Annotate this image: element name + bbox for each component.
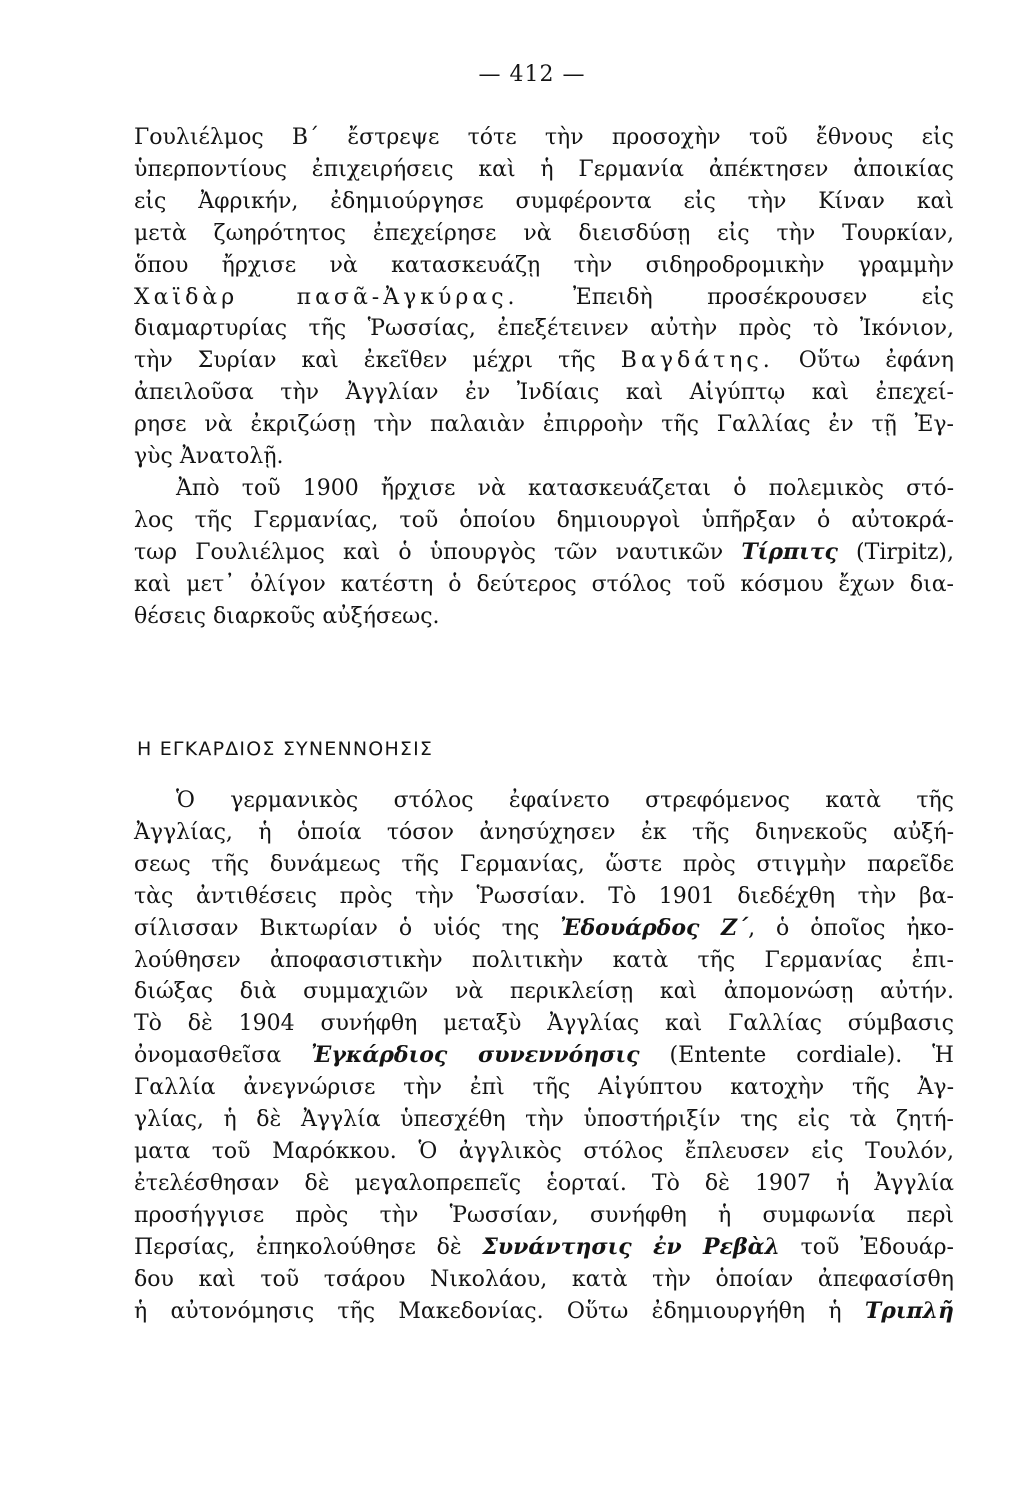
text-line: ματα τοῦ Μαρόκκου. Ὁ ἀγγλικὸς στόλος ἔπλευσεν εἰς Τουλόν, <box>134 1138 954 1164</box>
paragraph-2-end <box>134 601 954 633</box>
text-line: θέσεις διαρκοῦς αὐξήσεως. <box>134 603 440 629</box>
paragraph-1-end <box>134 441 954 473</box>
text-line: διαμαρτυρίας τῆς Ῥωσσίας, ἐπεξέτεινεν αὐτὴν πρὸς τὸ Ἰκόνιον, <box>134 316 954 342</box>
bold-italic-term: Τίρπιτς <box>741 538 838 565</box>
text-line: γὺς Ἀνατολῇ. <box>134 444 284 470</box>
text-line <box>134 1232 954 1264</box>
text-line: εἰς Ἀφρικήν, ἐδημιούργησε συμφέροντα εἰς τὴν Κίναν καὶ <box>134 188 954 214</box>
text-run: , ὁ ὁποῖος ἠκο- <box>748 915 955 941</box>
text-run: τωρ Γουλιέλμος καὶ ὁ ὑπουργὸς τῶν ναυτικῶν <box>134 539 742 565</box>
text-line <box>134 282 954 314</box>
paragraph-1 <box>134 122 954 441</box>
bold-italic-term: Τριπλῆ <box>864 1297 954 1324</box>
text-run: τὴν Συρίαν καὶ ἐκεῖθεν μέχρι τῆς <box>134 348 621 374</box>
text-line: καὶ μετ᾽ ὀλίγον κατέστη ὁ δεύτερος στόλος τοῦ κόσμου ἔχων δια- <box>134 571 954 597</box>
text-run: Οὕτω ἐφάνη <box>773 348 954 374</box>
spaced-phrase: Βαγδάτης. <box>620 348 774 374</box>
text-line: ἐτελέσθησαν δὲ μεγαλοπρεπεῖς ἑορταί. Τὸ δὲ 1907 ἡ Ἀγγλία <box>134 1170 954 1196</box>
body-text-top <box>134 122 954 633</box>
paragraph-2-body <box>134 505 954 601</box>
text-line: τὰς ἀντιθέσεις πρὸς τὴν Ῥωσσίαν. Τὸ 1901 διεδέχθη τὴν βα- <box>134 883 954 909</box>
text-line: σεως τῆς δυνάμεως τῆς Γερμανίας, ὥστε πρὸς στιγμὴν παρεῖδε <box>134 851 954 877</box>
paragraph-3-start <box>134 785 954 817</box>
text-line: Ὁ γερμανικὸς στόλος ἐφαίνετο στρεφόμενος κατὰ τῆς <box>176 788 954 813</box>
text-line <box>134 1040 954 1072</box>
page-number: — 412 — <box>478 62 586 87</box>
bold-italic-term: Συνάντησις ἐν Ρεβὰλ <box>482 1233 780 1260</box>
text-run: Ἐπειδὴ προσέκρουσεν εἰς <box>518 284 954 310</box>
text-run: τοῦ Ἐδουάρ- <box>779 1234 954 1260</box>
text-line <box>134 1296 954 1328</box>
text-line: Ἀπὸ τοῦ 1900 ἤρχισε νὰ κατασκευάζεται ὁ πολεμικὸς στό- <box>176 475 954 501</box>
text-run: (Tirpitz), <box>837 539 954 565</box>
body-text-bottom <box>134 785 954 1327</box>
text-line: προσήγγισε πρὸς τὴν Ῥωσσίαν, συνήφθη ἡ συμφωνία περὶ <box>134 1202 954 1228</box>
text-run: σίλισσαν Βικτωρίαν ὁ υἱός της <box>134 915 561 941</box>
text-line: διώξας διὰ συμμαχιῶν νὰ περικλείσῃ καὶ ἀπομονώσῃ αὐτήν. <box>134 979 954 1005</box>
text-line: Γαλλία ἀνεγνώρισε τὴν ἐπὶ τῆς Αἰγύπτου κατοχὴν τῆς Ἀγ- <box>134 1075 954 1101</box>
paragraph-2 <box>134 473 954 505</box>
text-line: ὅπου ἤρχισε νὰ κατασκευάζῃ τὴν σιδηροδρομικὴν γραμμὴν <box>134 252 954 278</box>
text-line: δου καὶ τοῦ τσάρου Νικολάου, κατὰ τὴν ὁποίαν ἀπεφασίσθη <box>134 1266 954 1292</box>
text-line <box>134 913 954 945</box>
bold-italic-term: Ἐδουάρδος Ζ΄ <box>560 914 749 941</box>
bold-italic-term: Ἐγκάρδιος συνεννόησις <box>311 1042 640 1069</box>
text-line: ρησε νὰ ἐκριζώσῃ τὴν παλαιὰν ἐπιρροὴν τῆς Γαλλίας ἐν τῇ Ἐγ- <box>134 412 954 438</box>
text-line: Τὸ δὲ 1904 συνήφθη μεταξὺ Ἀγγλίας καὶ Γαλλίας σύμβασις <box>134 1011 954 1037</box>
text-run: ἡ αὐτονόμησις τῆς Μακεδονίας. Οὕτω ἐδημιουργήθη ἡ <box>134 1298 865 1324</box>
text-line <box>134 345 954 377</box>
text-run: (Entente cordiale). Ἡ <box>639 1043 955 1069</box>
text-line: Ἀγγλίας, ἡ ὁποία τόσον ἀνησύχησεν ἐκ τῆς διηνεκοῦς αὐξή- <box>134 819 954 845</box>
spaced-phrase: Χαϊδὰρ πασᾶ-Ἀγκύρας. <box>134 284 519 310</box>
text-line: μετὰ ζωηρότητος ἐπεχείρησε νὰ διεισδύσῃ εἰς τὴν Τουρκίαν, <box>134 220 954 246</box>
text-line: λος τῆς Γερμανίας, τοῦ ὁποίου δημιουργοὶ ὑπῆρξαν ὁ αὐτοκρά- <box>134 507 954 533</box>
text-line <box>134 537 954 569</box>
text-line: ἀπειλοῦσα τὴν Ἀγγλίαν ἐν Ἰνδίαις καὶ Αἰγύπτῳ καὶ ἐπεχεί- <box>134 380 954 406</box>
text-run: ὀνομασθεῖσα <box>134 1043 312 1069</box>
paragraph-3 <box>134 817 954 1328</box>
text-run: Περσίας, ἐπηκολούθησε δὲ <box>134 1234 483 1260</box>
text-line: Γουλιέλμος Β΄ ἔστρεψε τότε τὴν προσοχὴν τοῦ ἔθνους εἰς <box>134 125 954 150</box>
text-line: ὑπερποντίους ἐπιχειρήσεις καὶ ἡ Γερμανία ἀπέκτησεν ἀποικίας <box>134 156 954 182</box>
section-heading: Η ΕΓΚΑΡΔΙΟΣ ΣΥΝΕΝΝΟΗΣΙΣ <box>137 738 434 760</box>
text-line: γλίας, ἡ δὲ Ἀγγλία ὑπεσχέθη τὴν ὑποστήριξίν της εἰς τὰ ζητή- <box>134 1107 954 1133</box>
text-line: λούθησεν ἀποφασιστικὴν πολιτικὴν κατὰ τῆς Γερμανίας ἐπι- <box>134 947 954 973</box>
